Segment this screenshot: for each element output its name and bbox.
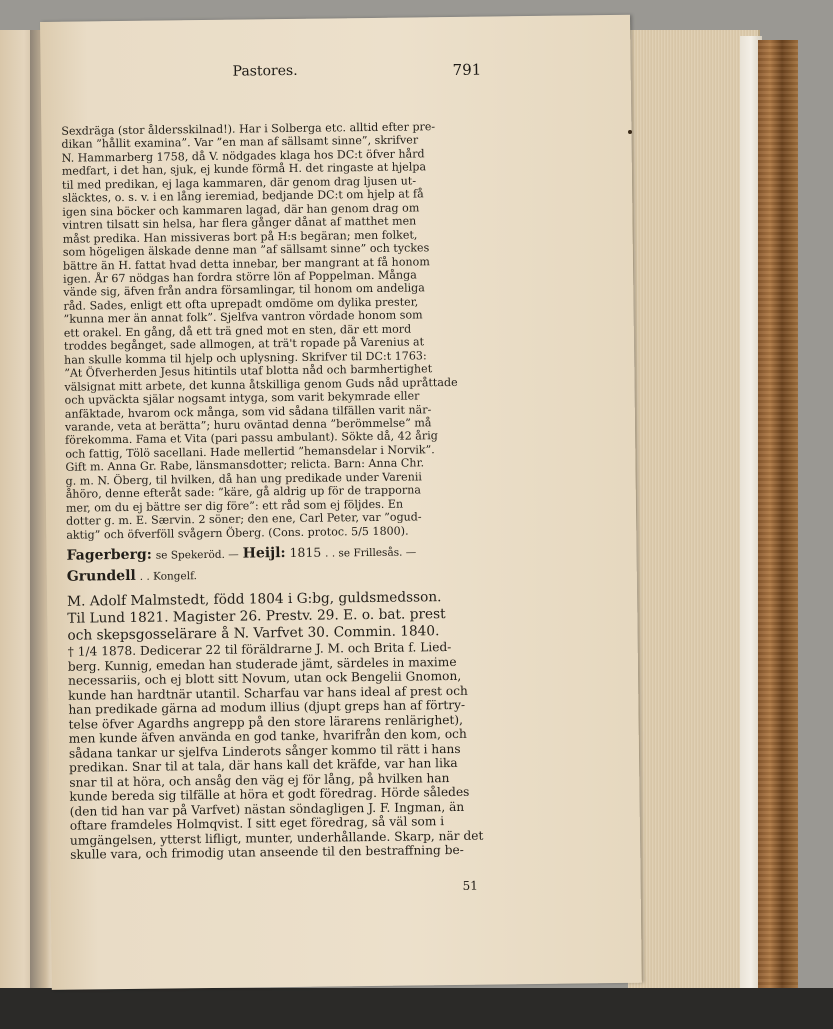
paragraph2-small-line: umgängelsen, ytterst lifligt, munter, underhållande. Skarp, när det xyxy=(69,828,484,848)
grundell-note: . . Kongelf. xyxy=(139,570,197,583)
paragraph2-small-line: sådana tankar ur sjelfva Linderots sånger kommo til rätt i hans xyxy=(68,741,461,761)
book-page xyxy=(40,15,642,990)
paragraph2-small-line: telse öfver Agardhs angrepp på den store lärarens renlärighet), xyxy=(68,712,464,732)
paragraph2-small-line: oftare framdeles Holmqvist. I sitt eget föredrag, så väl som i xyxy=(69,814,445,833)
paragraph1-line: välsignat mitt arbete, det kunna åtskilliga genom Guds nåd upråttade xyxy=(64,375,458,394)
paragraph2-small-line: necessariis, och ej blott sitt Novum, utan ock Bengelii Gnomon, xyxy=(67,668,462,688)
paragraph2-small-line: † 1/4 1878. Dedicerar 22 til föräldrarne J. M. och Brita f. Lied- xyxy=(67,640,452,659)
heijl-year: 1815 xyxy=(289,544,322,561)
paragraph1-line: aktig” och öfverföll svågern Öberg. (Cons. protoc. 5/5 1800). xyxy=(66,524,409,542)
paragraph1-line: medfart, i det han, sjuk, ej kunde förmå H. det ringaste at hjelpa xyxy=(61,160,427,179)
heijl-note: . . se Frillesås. — xyxy=(325,546,417,560)
paragraph1-line: igen sina böcker och kammaren lagad, där han genom drag om xyxy=(62,201,420,219)
paragraph1-line: ”At Öfverherden Jesus hitintils utaf blotta nåd och barmhertighet xyxy=(64,362,433,380)
running-title: Pastores. xyxy=(232,62,298,80)
paragraph1-line: mer, om du ej bättre ser dig före”: ett råd som ej följdes. En xyxy=(65,497,404,515)
paragraph1-line: måst predika. Han missiveras bort på H:s begäran; men folket, xyxy=(62,228,418,246)
paragraph1-line: råd. Sades, enligt ett ofta uprepadt omdöme om dylika prester, xyxy=(63,295,419,313)
heading-fagerberg: Fagerberg: xyxy=(66,546,152,564)
paragraph1-line: til med predikan, ej laga kammaren, där genom drag ljusen ut- xyxy=(61,174,417,192)
paragraph2-small-line: men kunde äfven använda en god tanke, hvarifrån den kom, och xyxy=(68,726,467,746)
paragraph1-line: Gift m. Anna Gr. Rabe, länsmansdotter; relicta. Barn: Anna Chr. xyxy=(65,456,425,475)
paragraph1-line: anfäktade, hvarom ock många, som vid sådana tilfällen varit när- xyxy=(64,402,432,421)
paragraph2-big-line: och skepsgosselärare å N. Varfvet 30. Commin. 1840. xyxy=(67,623,440,644)
signature-mark: 51 xyxy=(462,878,478,893)
fagerberg-note: se Spekeröd. — xyxy=(155,548,239,562)
paragraph1-line: släcktes, o. s. v. i en lång ieremiad, bedjande DC:t om hjelp at få xyxy=(62,187,424,206)
paragraph2-small-line: (den tid han var på Varfvet) nästan söndagligen J. F. Ingman, än xyxy=(69,799,465,819)
paragraph1-line: vände sig, äfven från andra församlingar, til honom om andeliga xyxy=(63,281,425,300)
paragraph1-line: som högeligen älskade denne man ”af sällsamt sinne” och tyckes xyxy=(62,241,430,259)
paragraph1-line: bättre än H. fattat hvad detta innebar, ber mangrant at få honom xyxy=(62,254,430,273)
paragraph1-line: förekomma. Fama et Vita (pari passu ambulant). Sökte då, 42 årig xyxy=(65,429,438,448)
paragraph1-line: g. m. N. Öberg, til hvilken, då han ung predikade under Varenii xyxy=(65,470,422,488)
paragraph2-small-line: skulle vara, och frimodig utan anseende til den bestraffning be- xyxy=(70,842,464,862)
paragraph2-small-line: han predikade gärna ad modum illius (djupt greps han af förtry- xyxy=(68,697,466,717)
paragraph2-small-line: berg. Kunnig, emedan han studerade jämt, särdeles in maxime xyxy=(67,654,457,674)
paragraph1-line: troddes begånget, sade allmogen, at trä't ropade på Varenius at xyxy=(63,335,425,353)
paragraph1-line: ett orakel. En gång, då ett trä gned mot en sten, där ett mord xyxy=(63,322,412,340)
paragraph-malmstedt-body xyxy=(68,639,511,862)
bottom-shadow xyxy=(0,988,833,1029)
paragraph1-line: och fattig, Tölö sacellani. Hade mellertid ”hemansdelar i Norvik”. xyxy=(65,443,435,461)
paragraph1-line: Sexdräga (stor åldersskilnad!). Har i Solberga etc. alltid efter pre- xyxy=(61,120,436,138)
paragraph1-line: vintren tilsatt sin helsa, har flera gånger dånat af matthet men xyxy=(62,214,417,232)
paragraph1-line: och upväckta själar nogsamt intyga, som varit bekymrade eller xyxy=(64,389,420,407)
paragraph1-line: varande, veta at berätta”; huru oväntad denna ”berömmelse” må xyxy=(64,416,432,434)
paragraph2-small-line: snar til at höra, och ansåg den väg ej för lång, på hvilken han xyxy=(69,770,450,790)
cross-reference-line-2 xyxy=(67,561,507,587)
paragraph2-small-line: kunde bereda sig tilfälle at höra et godt föredrag. Hörde således xyxy=(69,784,470,804)
text-block xyxy=(61,119,510,862)
paragraph1-line: dikan ”hållit examina”. Var ”en man af sällsamt sinne”, skrifver xyxy=(61,133,419,152)
paragraph2-small-line: predikan. Snar til at tala, där hans kall det kräfde, var han lika xyxy=(69,756,458,775)
paragraph-varenius xyxy=(61,119,506,541)
paragraph1-line: N. Hammarberg 1758, då V. nödgades klaga hos DC:t öfver hård xyxy=(61,147,425,165)
book-spine xyxy=(758,40,798,990)
paragraph1-line: ”kunna mer än annat folk”. Sjelfva vantron vördade honom som xyxy=(63,308,423,327)
paragraph2-big-line: M. Adolf Malmstedt, född 1804 i G:bg, guldsmedsson. xyxy=(66,589,442,610)
heading-heijl: Heijl: xyxy=(242,545,286,562)
paragraph-malmstedt-intro xyxy=(67,588,508,644)
page-number: 791 xyxy=(452,60,482,79)
heading-grundell: Grundell xyxy=(66,567,136,585)
paragraph1-line: åhöro, denne efteråt sade: ”käre, gå aldrig up för de trapporna xyxy=(65,483,421,501)
paragraph1-line: dotter g. m. E. Særvin. 2 söner; den ene, Carl Peter, var ”ogud- xyxy=(66,510,422,528)
paragraph2-big-line: Til Lund 1821. Magister 26. Prestv. 29. E. o. bat. prest xyxy=(67,606,446,627)
ink-speck xyxy=(628,130,632,134)
paragraph2-small-line: kunde han hardtnär utantil. Scharfau var hans ideal af prest och xyxy=(68,683,468,703)
paragraph1-line: igen. År 67 nödgas han fordra större lön af Poppelman. Många xyxy=(63,268,417,286)
paragraph1-line: han skulle komma til hjelp och uplysning. Skrifver til DC:t 1763: xyxy=(64,349,427,367)
page-header xyxy=(191,60,491,86)
